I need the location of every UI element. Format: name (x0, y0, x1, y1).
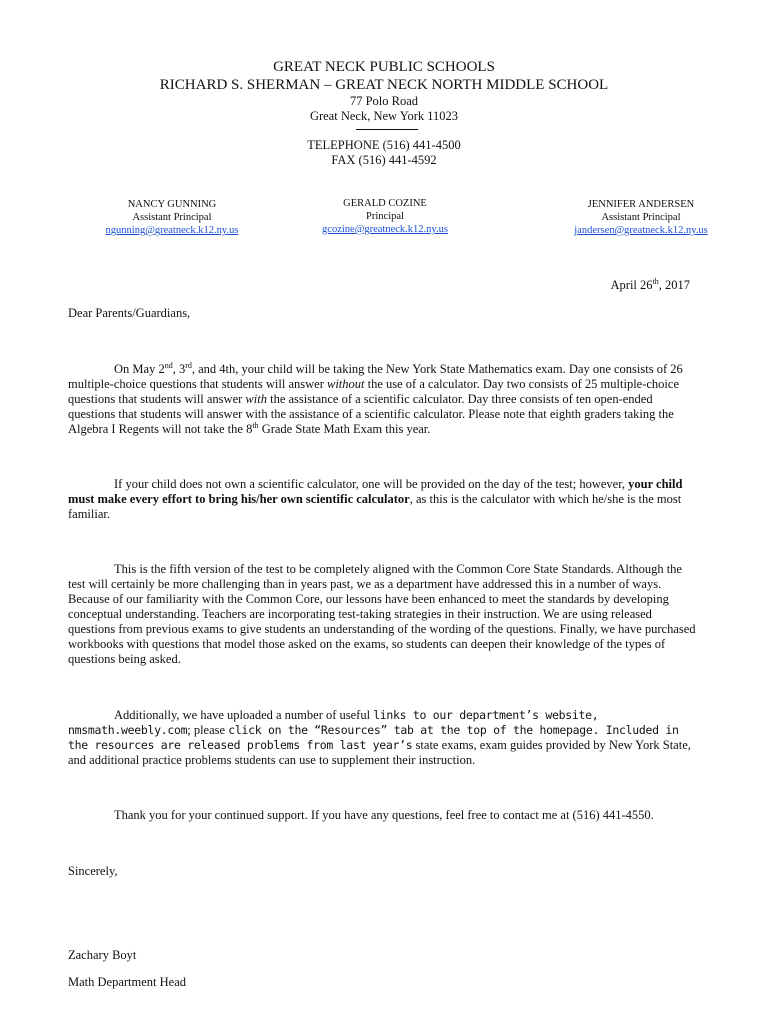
staff-name: JENNIFER ANDERSEN (587, 199, 695, 210)
staff-assistant-principal-1 (72, 198, 272, 237)
staff-name: NANCY GUNNING (127, 199, 217, 210)
salutation: Dear Parents/Guardians, (68, 306, 191, 320)
address-line-1: 77 Polo Road (349, 94, 419, 108)
website-link-text[interactable]: links to our department’s website, nmsmath.weebly.com (68, 708, 599, 737)
closing: Sincerely, (68, 864, 118, 878)
signature-title: Math Department Head (68, 975, 187, 989)
paragraph-website-resources: Additionally, we have uploaded a number of useful links to our department’s website, nmsmath.weebly.com; please click on the “Resources” tab at the top of the homepage. Included in the resources are released problems from last year’s state exams, exam guides provided by New York State, and additional practice problems students can use to supplement their instruction. (68, 708, 691, 767)
letter-date: April 26th, 2017 (610, 276, 690, 292)
staff-title: Principal (366, 211, 404, 222)
staff-title: Assistant Principal (601, 212, 681, 223)
paragraph-thanks: Thank you for your continued support. If you have any questions, feel free to contact me at (516) 441-4550. (114, 808, 654, 822)
letterhead (0, 58, 768, 94)
staff-title: Assistant Principal (132, 212, 212, 223)
telephone: TELEPHONE (516) 441-4500 (307, 138, 461, 152)
staff-assistant-principal-2 (536, 198, 746, 237)
district-name: GREAT NECK PUBLIC SCHOOLS (273, 59, 495, 75)
staff-email-link[interactable]: ngunning@greatneck.k12.ny.us (105, 225, 239, 236)
header-divider (356, 129, 418, 130)
signature-name: Zachary Boyt (68, 948, 137, 962)
fax: FAX (516) 441-4592 (331, 153, 437, 167)
address-block (0, 94, 768, 124)
paragraph-calculator: If your child does not own a scientific calculator, one will be provided on the day of the test; however, your child must make every effort to bring his/her own scientific calculator, as this is the calculator with which he/she is the most familiar. (68, 477, 683, 521)
address-line-2: Great Neck, New York 11023 (309, 109, 459, 123)
staff-email-link[interactable]: gcozine@greatneck.k12.ny.us (322, 224, 448, 235)
staff-name: GERALD COZINE (343, 198, 427, 209)
paragraph-common-core: This is the fifth version of the test to be completely aligned with the Common Core State Standards. Although the test will certainly be more challenging than in years past, we as a department have addressed this in a number of ways. Because of our familiarity with the Common Core, our lessons have been enhanced to meet the standards by developing conceptual understanding. Teachers are incorporating test-taking strategies in their instruction. We are using released questions from previous exams to give students an understanding of the wording of the questions. Finally, we have purchased workbooks with questions that model those asked on the exams, so students can deepen their knowledge of the types of questions being asked. (68, 562, 696, 666)
staff-email-link[interactable]: jandersen@greatneck.k12.ny.us (574, 225, 708, 236)
contact-block (0, 138, 768, 168)
school-name: RICHARD S. SHERMAN – GREAT NECK NORTH MIDDLE SCHOOL (159, 77, 609, 93)
paragraph-exam-schedule: On May 2nd, 3rd, and 4th, your child will be taking the New York State Mathematics exam. Day one consists of 26 multiple-choice questions that students will answer without the use of a calculator. Day two consists of 25 multiple-choice questions that students will answer with the assistance of a scientific calculator. Day three consists of ten open-ended questions that students will answer with the assistance of a scientific calculator. Please note that eighth graders taking the Algebra I Regents will not take the 8th Grade State Math Exam this year. (68, 360, 683, 436)
staff-principal (285, 197, 485, 236)
